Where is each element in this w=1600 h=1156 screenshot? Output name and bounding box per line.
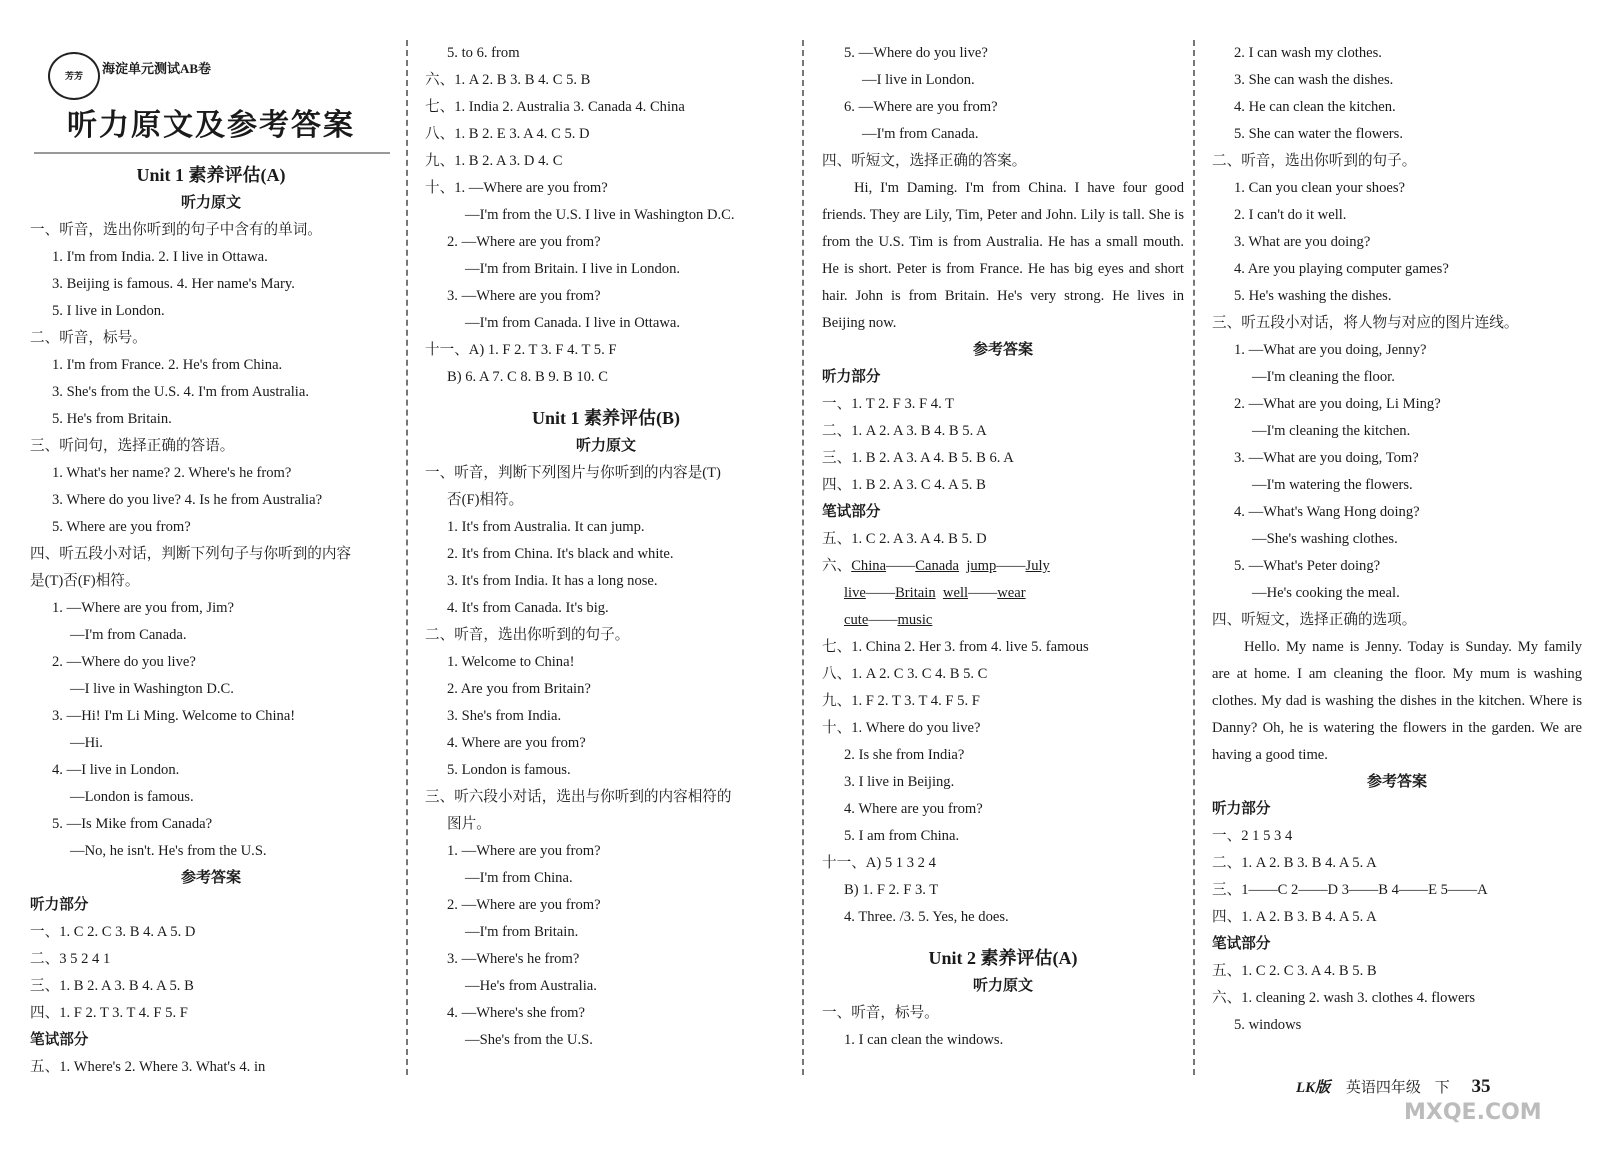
dialogue-line: —I'm from China. [465,870,573,886]
question-title: 否(F)相符。 [447,492,524,508]
answer-line: 一、1. T 2. F 3. F 4. T [822,396,955,412]
match-word: Britain [895,585,936,601]
page-header [30,44,392,172]
answer-line: 七、1. China 2. Her 3. from 4. live 5. famous [822,639,1089,655]
dialogue-line: —I'm from Canada. [70,627,187,643]
part-label: 听力部分 [30,897,89,913]
column-3 [822,40,1184,1054]
text-line: 1. It's from Australia. It can jump. [447,519,645,535]
answer-line: B) 6. A 7. C 8. B 9. B 10. C [447,369,608,385]
answer-line: 五、1. C 2. C 3. A 4. B 5. B [1212,963,1377,979]
dialogue-line: —I'm from Britain. [465,924,579,940]
text-line: 4. It's from Canada. It's big. [447,600,609,616]
part-label: 听力部分 [822,369,881,385]
answer-line: 2. Is she from India? [844,747,965,763]
term-label: 下 [1434,1080,1450,1096]
page-title: 听力原文及参考答案 [67,108,355,143]
dialogue-line: 6. —Where are you from? [844,99,998,115]
answer-line: 五、1. Where's 2. Where 3. What's 4. in [30,1059,266,1075]
dialogue-line: 1. —Where are you from, Jim? [52,600,234,616]
answer-line: 二、1. A 2. B 3. B 4. A 5. A [1212,855,1377,871]
question-title: 一、听音，判断下列图片与你听到的内容是(T) [425,465,721,481]
question-title: 图片。 [447,816,491,832]
answer-line: 十、1. —Where are you from? [425,180,608,196]
dialogue-line: —I'm cleaning the floor. [1252,369,1395,385]
section-heading: 听力原文 [180,195,241,211]
dialogue-line: —I live in London. [862,72,975,88]
answer-line: 九、1. F 2. T 3. T 4. F 5. F [822,693,980,709]
section-heading: 听力原文 [972,978,1033,994]
text-line: 2. I can't do it well. [1234,207,1347,223]
text-line: 1. Can you clean your shoes? [1234,180,1406,196]
text-line: 1. I can clean the windows. [844,1032,1004,1048]
dialogue-line: —I'm cleaning the kitchen. [1252,423,1411,439]
dialogue-line: 3. —What are you doing, Tom? [1234,450,1419,466]
section-heading: 参考答案 [1366,774,1427,790]
text-line: 5. He's from Britain. [52,411,172,427]
text-line: 3. She can wash the dishes. [1234,72,1394,88]
dialogue-line: —London is famous. [70,789,194,805]
question-title: 二、听音，标号。 [30,330,147,346]
text-line: 5. Where are you from? [52,519,191,535]
dialogue-line: 5. —What's Peter doing? [1234,558,1381,574]
question-title: 四、听短文，选择正确的答案。 [822,153,1027,169]
dialogue-line: 3. —Where's he from? [447,951,580,967]
match-word: China [851,558,887,574]
match-word: wear [997,585,1026,601]
text-line: 3. Where do you live? 4. Is he from Australia? [52,492,323,508]
matching-answer: 六、China——Canada jump——July [822,558,1050,574]
book-label: 英语四年级 [1345,1080,1421,1096]
answer-line: 3. I live in Beijing. [844,774,955,790]
unit-heading: Unit 1 素养评估(B) [532,408,680,428]
series-brand: 海淀单元测试AB卷 [102,61,212,76]
answer-line: 四、1. B 2. A 3. C 4. A 5. B [822,477,986,493]
dialogue-line: 4. —Where's she from? [447,1005,585,1021]
dialogue-line: 4. —What's Wang Hong doing? [1234,504,1420,520]
dialogue-line: —She's from the U.S. [465,1032,593,1048]
text-line: 3. It's from India. It has a long nose. [447,573,658,589]
answer-line: B) 1. F 2. F 3. T [844,882,939,898]
question-title: 一、听音，标号。 [822,1005,939,1021]
answer-line: 三、1——C 2——D 3——B 4——E 5——A [1212,882,1488,898]
answer-line: 4. Three. /3. 5. Yes, he does. [844,909,1009,925]
answer-line: 十一、A) 5 1 3 2 4 [822,855,936,871]
dialogue-line: —She's washing clothes. [1252,531,1398,547]
answer-line: 二、1. A 2. A 3. B 4. B 5. A [822,423,987,439]
answer-line: 九、1. B 2. A 3. D 4. C [425,153,563,169]
passage: Hello. My name is Jenny. Today is Sunday. My family are at home. I am cleaning the floor. My mum is washing clothes. My dad is washing the dishes in the kitchen. Where is Danny? Oh, he is watering the flowers in the garden. We are having a good time. [1212,639,1582,763]
answer-line: 一、1. C 2. C 3. B 4. A 5. D [30,924,196,940]
answer-line: 三、1. B 2. A 3. A 4. B 5. B 6. A [822,450,1014,466]
answer-label: 六、 [822,558,852,574]
answer-line: 八、1. B 2. E 3. A 4. C 5. D [425,126,590,142]
answer-line: —I'm from the U.S. I live in Washington D.C. [465,207,735,223]
question-title: 二、听音，选出你听到的句子。 [425,627,630,643]
answer-line: 十、1. Where do you live? [822,720,981,736]
dialogue-line: —I'm watering the flowers. [1252,477,1413,493]
text-line: 4. Where are you from? [447,735,586,751]
answer-line: 一、2 1 5 3 4 [1212,828,1293,844]
answer-line: 4. Where are you from? [844,801,983,817]
unit-heading: Unit 2 素养评估(A) [928,948,1078,968]
dialogue-line: 5. —Where do you live? [844,45,988,61]
question-title: 三、听五段小对话，将人物与对应的图片连线。 [1212,315,1519,331]
text-line: 3. Beijing is famous. 4. Her name's Mary. [52,276,295,292]
answer-line: 四、1. A 2. B 3. B 4. A 5. A [1212,909,1377,925]
answer-line: 5. to 6. from [447,45,520,61]
question-title: 四、听短文，选择正确的选项。 [1212,612,1417,628]
column-divider [802,40,804,1075]
part-label: 听力部分 [1212,801,1271,817]
watermark: MXQE.COM [1404,1100,1542,1125]
match-word: Canada [915,558,960,574]
question-title: 一、听音，选出你听到的句子中含有的单词。 [30,222,322,238]
dialogue-line: —He's cooking the meal. [1252,585,1400,601]
text-line: 1. What's her name? 2. Where's he from? [52,465,292,481]
text-line: 3. She's from the U.S. 4. I'm from Australia. [52,384,309,400]
section-heading: 参考答案 [180,870,241,886]
dialogue-line: —Hi. [70,735,103,751]
part-label: 笔试部分 [822,504,881,520]
text-line: 5. London is famous. [447,762,571,778]
publisher-logo: 芳芳 [48,52,100,100]
section-heading: 听力原文 [575,438,636,454]
column-4 [1212,40,1582,1039]
dialogue-line: —He's from Australia. [465,978,597,994]
edition-label: LK版 [1296,1080,1331,1096]
dialogue-line: 5. —Is Mike from Canada? [52,816,213,832]
answer-line: 三、1. B 2. A 3. B 4. A 5. B [30,978,194,994]
match-word: jump [966,558,997,574]
unit-heading: Unit 1 素养评估(A) [136,165,286,185]
answer-line: 5. I am from China. [844,828,960,844]
match-word: music [897,612,933,628]
header-rule [34,152,390,154]
answer-line: 八、1. A 2. C 3. C 4. B 5. C [822,666,988,682]
answer-line: 六、1. A 2. B 3. B 4. C 5. B [425,72,591,88]
text-line: 2. Are you from Britain? [447,681,591,697]
dialogue-line: 3. —Hi! I'm Li Ming. Welcome to China! [52,708,296,724]
answer-line: —I'm from Britain. I live in London. [465,261,681,277]
answer-line: 十一、A) 1. F 2. T 3. F 4. T 5. F [425,342,617,358]
text-line: 1. I'm from India. 2. I live in Ottawa. [52,249,268,265]
answer-line: 5. windows [1234,1017,1302,1033]
question-title: 是(T)否(F)相符。 [30,573,140,589]
text-line: 5. She can water the flowers. [1234,126,1403,142]
dialogue-line: —I live in Washington D.C. [70,681,234,697]
passage: Hi, I'm Daming. I'm from China. I have four good friends. They are Lily, Tim, Peter and John. Lily is tall. She is from the U.S. Tim is from Australia. He has a small mouth. He is short. Peter is from France. He has big eyes and short hair. John is from Britain. He's very strong. He lives in Beijing now. [822,180,1184,331]
text-line: 5. He's washing the dishes. [1234,288,1392,304]
text-line: 3. What are you doing? [1234,234,1371,250]
page-number: 35 [1471,1076,1491,1097]
dialogue-line: 1. —Where are you from? [447,843,601,859]
page-footer [1296,1076,1490,1098]
matching-answer: cute——music [844,612,933,628]
text-line: 1. I'm from France. 2. He's from China. [52,357,283,373]
dialogue-line: 2. —Where do you live? [52,654,196,670]
question-title: 二、听音，选出你听到的句子。 [1212,153,1417,169]
text-line: 5. I live in London. [52,303,165,319]
answer-line: 2. —Where are you from? [447,234,601,250]
dialogue-line: 2. —What are you doing, Li Ming? [1234,396,1441,412]
dialogue-line: 1. —What are you doing, Jenny? [1234,342,1427,358]
text-line: 2. I can wash my clothes. [1234,45,1382,61]
column-1 [30,160,392,1081]
column-2 [425,40,787,1054]
match-word: well [942,585,969,601]
answer-line: 五、1. C 2. A 3. A 4. B 5. D [822,531,987,547]
section-heading: 参考答案 [972,342,1033,358]
answer-line: 3. —Where are you from? [447,288,601,304]
text-line: 2. It's from China. It's black and white. [447,546,674,562]
question-title: 三、听六段小对话，选出与你听到的内容相符的 [425,789,732,805]
dialogue-line: —No, he isn't. He's from the U.S. [70,843,267,859]
column-divider [1193,40,1195,1075]
part-label: 笔试部分 [30,1032,89,1048]
match-word: live [844,585,866,601]
question-title: 三、听问句，选择正确的答语。 [30,438,235,454]
text-line: 3. She's from India. [447,708,562,724]
answer-line: 二、3 5 2 4 1 [30,951,111,967]
dialogue-line: —I'm from Canada. [862,126,979,142]
matching-answer: live——Britain well——wear [844,585,1026,601]
match-word: July [1025,558,1050,574]
match-word: cute [844,612,869,628]
answer-line: —I'm from Canada. I live in Ottawa. [465,315,680,331]
text-line: 4. He can clean the kitchen. [1234,99,1396,115]
text-line: 4. Are you playing computer games? [1234,261,1449,277]
question-title: 四、听五段小对话，判断下列句子与你听到的内容 [30,546,352,562]
dialogue-line: 2. —Where are you from? [447,897,601,913]
answer-line: 七、1. India 2. Australia 3. Canada 4. China [425,99,685,115]
answer-line: 四、1. F 2. T 3. T 4. F 5. F [30,1005,188,1021]
part-label: 笔试部分 [1212,936,1271,952]
text-line: 1. Welcome to China! [447,654,575,670]
answer-line: 六、1. cleaning 2. wash 3. clothes 4. flowers [1212,990,1476,1006]
column-divider [406,40,408,1075]
dialogue-line: 4. —I live in London. [52,762,180,778]
